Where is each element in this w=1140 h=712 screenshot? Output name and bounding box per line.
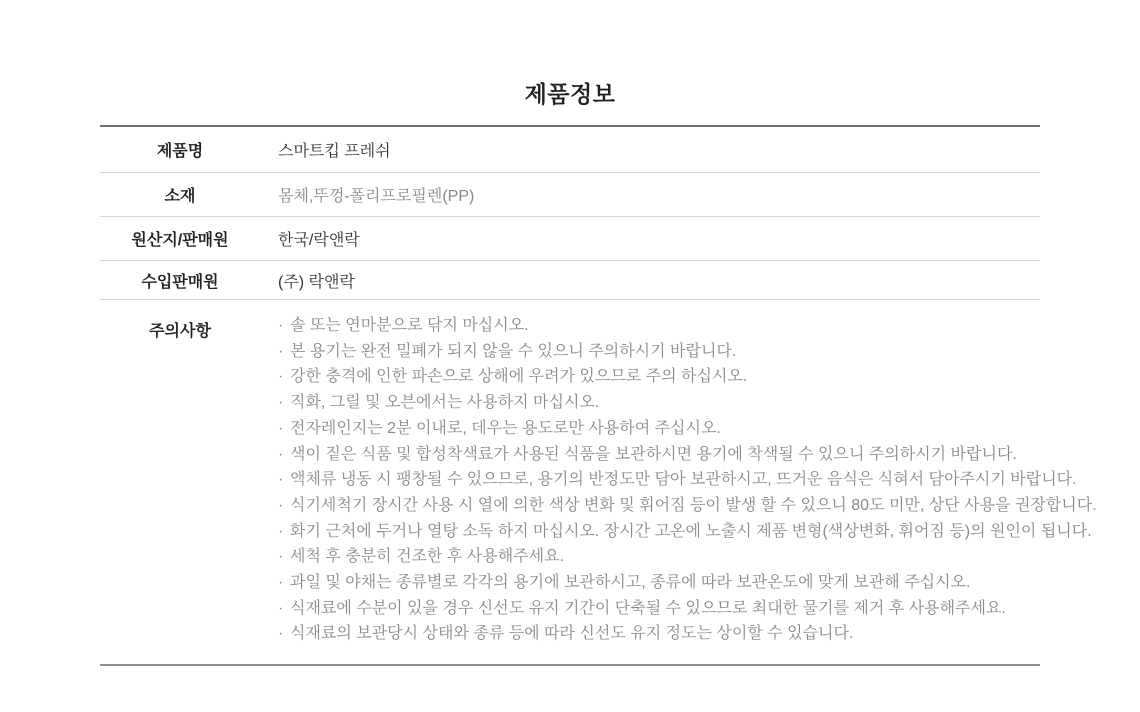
row-value: 몸체,뚜껑-폴리프로필렌(PP) <box>278 188 475 205</box>
caution-text: 강한 충격에 인한 파손으로 상해에 우려가 있으므로 주의 하십시오. <box>290 368 748 386</box>
row-label: 원산지/판매원 <box>131 232 229 249</box>
table-row-importer <box>100 261 1040 300</box>
table-row-cautions <box>100 300 1097 664</box>
caution-item <box>278 390 1097 416</box>
caution-text: 액체류 냉동 시 팽창될 수 있으므로, 용기의 반정도만 담아 보관하시고, 뜨거운 음식은 식혀서 담아주시기 바랍니다. <box>290 471 1077 489</box>
caution-text: 솔 또는 연마분으로 닦지 마십시오. <box>290 317 529 334</box>
cautions-list <box>260 313 1097 647</box>
caution-item <box>278 467 1097 493</box>
row-label: 주의사항 <box>149 323 211 340</box>
bullet-dot: · <box>278 574 284 592</box>
row-label: 소재 <box>164 188 196 205</box>
caution-text: 식기세척기 장시간 사용 시 열에 의한 색상 변화 및 휘어짐 등이 발생 할 수 있으니 80도 미만, 상단 사용을 권장합니다. <box>290 496 1097 514</box>
caution-text: 색이 짙은 식품 및 합성착색료가 사용된 식품을 보관하시면 용기에 착색될 수 있으니 주의하시기 바랍니다. <box>290 445 1017 463</box>
bullet-dot: · <box>278 342 284 360</box>
caution-item <box>278 519 1097 545</box>
product-info-table <box>100 125 1097 666</box>
caution-text: 과일 및 야채는 종류별로 각각의 용기에 보관하시고, 종류에 따라 보관온도에 맞게 보관해 주십시오. <box>290 574 971 592</box>
caution-text: 식재료의 보관당시 상태와 종류 등에 따라 신선도 유지 정도는 상이할 수 있습니다. <box>290 625 854 643</box>
bullet-dot: · <box>278 522 284 540</box>
caution-item <box>278 416 1097 442</box>
bullet-dot: · <box>278 317 284 334</box>
caution-item <box>278 544 1097 570</box>
row-label: 제품명 <box>156 143 204 160</box>
caution-text: 전자레인지는 2분 이내로, 데우는 용도로만 사용하여 주십시오. <box>290 419 721 437</box>
bullet-dot: · <box>278 471 284 489</box>
caution-item <box>278 621 1097 647</box>
bullet-dot: · <box>278 368 284 386</box>
caution-text: 화기 근처에 두거나 열탕 소독 하지 마십시오. 장시간 고온에 노출시 제품 변형(색상변화, 휘어짐 등)의 원인이 됩니다. <box>290 522 1092 540</box>
bullet-dot: · <box>278 625 284 643</box>
row-label: 수입판매원 <box>141 273 219 291</box>
row-value: (주) 락앤락 <box>278 273 355 291</box>
caution-text: 식재료에 수분이 있을 경우 신선도 유지 기간이 단축될 수 있으므로 최대한 물기를 제거 후 사용해주세요. <box>290 599 1006 617</box>
caution-item <box>278 313 1097 339</box>
row-value: 스마트킵 프레쉬 <box>278 143 391 160</box>
caution-text: 세척 후 충분히 건조한 후 사용해주세요. <box>290 548 564 566</box>
caution-item <box>278 339 1097 365</box>
bullet-dot: · <box>278 496 284 514</box>
row-value: 한국/락앤락 <box>278 232 360 249</box>
caution-text: 본 용기는 완전 밀폐가 되지 않을 수 있으니 주의하시기 바랍니다. <box>290 342 737 360</box>
table-row-origin-seller <box>100 217 1040 261</box>
bullet-dot: · <box>278 394 284 412</box>
caution-text: 직화, 그릴 및 오븐에서는 사용하지 마십시오. <box>290 394 600 412</box>
caution-item <box>278 493 1097 519</box>
caution-item <box>278 442 1097 468</box>
bullet-dot: · <box>278 599 284 617</box>
bullet-dot: · <box>278 419 284 437</box>
bullet-dot: · <box>278 445 284 463</box>
caution-item <box>278 570 1097 596</box>
bullet-dot: · <box>278 548 284 566</box>
caution-item <box>278 364 1097 390</box>
caution-item <box>278 596 1097 622</box>
table-row-product-name <box>100 127 1040 173</box>
table-row-material <box>100 173 1040 217</box>
page-title: 제품정보 <box>524 81 616 107</box>
